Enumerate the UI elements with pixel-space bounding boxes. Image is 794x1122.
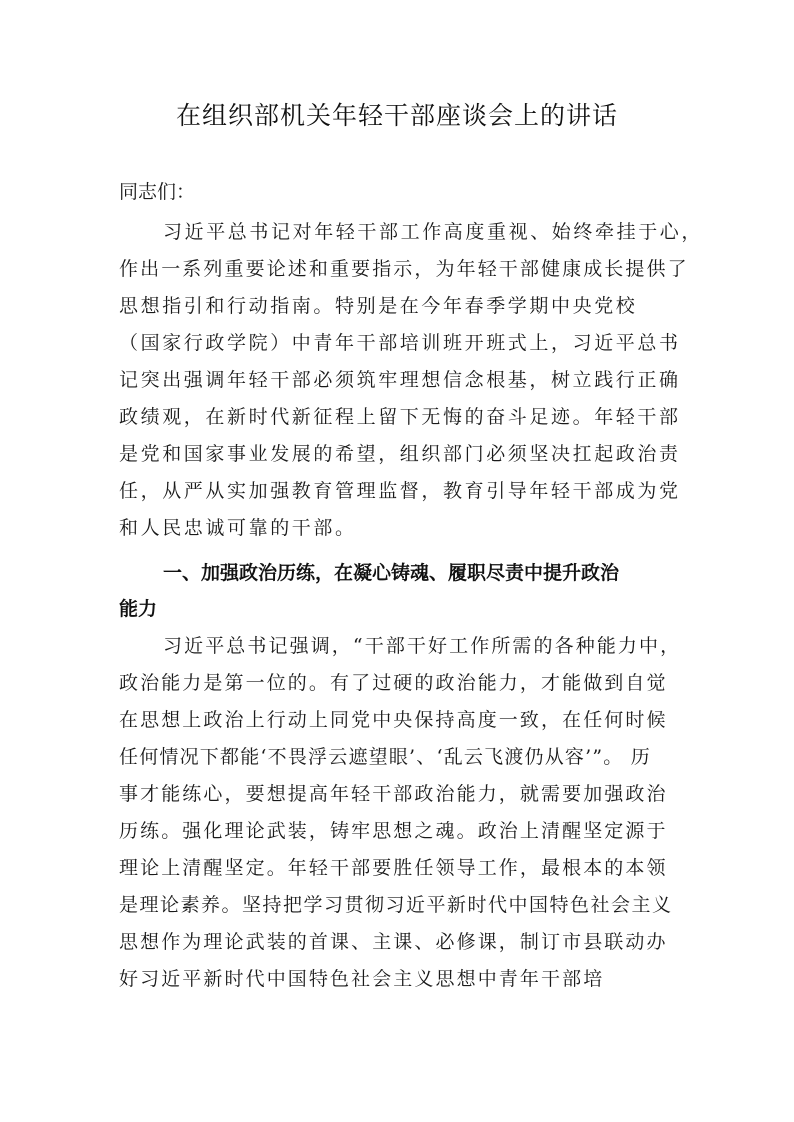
- body-line: 事才能练心，要想提高年轻干部政治能力，就需要加强政治: [119, 783, 668, 805]
- body-line: 习近平总书记强调，“干部干好工作所需的各种能力中，: [163, 635, 682, 657]
- document-title: 在组织部机关年轻干部座谈会上的讲话: [175, 101, 618, 130]
- intro-line: （国家行政学院）中青年干部培训班开班式上，习近平总书: [119, 332, 681, 354]
- body-line: 在思想上政治上行动上同党中央保持高度一致，在任何时候: [119, 709, 668, 731]
- intro-line: 思想指引和行动指南。特别是在今年春季学期中央党校: [119, 295, 638, 317]
- section-heading-line: 一、加强政治历练，在凝心铸魂、履职尽责中提升政治: [163, 562, 620, 584]
- intro-line: 记突出强调年轻干部必须筑牢理想信念根基，树立践行正确: [119, 369, 681, 391]
- intro-line: 作出一系列重要论述和重要指示，为年轻干部健康成长提供了: [119, 258, 689, 280]
- body-line: 好习近平新时代中国特色社会主义思想中青年干部培: [119, 968, 605, 990]
- salutation: 同志们：: [119, 181, 196, 203]
- section-heading-line: 能力: [119, 598, 158, 620]
- intro-line: 任，从严从实加强教育管理监督，教育引导年轻干部成为党: [119, 480, 681, 502]
- intro-line: 政绩观，在新时代新征程上留下无悔的奋斗足迹。年轻干部: [119, 406, 681, 428]
- body-line: 历练。强化理论武装，铸牢思想之魂。政治上清醒坚定源于: [119, 820, 668, 842]
- intro-line: 是党和国家事业发展的希望，组织部门必须坚决扛起政治责: [119, 443, 681, 465]
- body-line: 政治能力是第一位的。有了过硬的政治能力，才能做到自觉: [119, 672, 668, 694]
- body-line: 任何情况下都能‘不畏浮云遮望眼’、‘乱云飞渡仍从容’”。 历: [119, 746, 651, 768]
- intro-line: 和人民忠诚可靠的干部。: [119, 517, 357, 539]
- body-line: 是理论素养。坚持把学习贯彻习近平新时代中国特色社会主义: [119, 894, 673, 916]
- intro-line: 习近平总书记对年轻干部工作高度重视、始终牵挂于心，: [163, 221, 704, 243]
- body-line: 理论上清醒坚定。年轻干部要胜任领导工作，最根本的本领: [119, 857, 668, 879]
- body-line: 思想作为理论武装的首课、主课、必修课，制订市县联动办: [119, 931, 668, 953]
